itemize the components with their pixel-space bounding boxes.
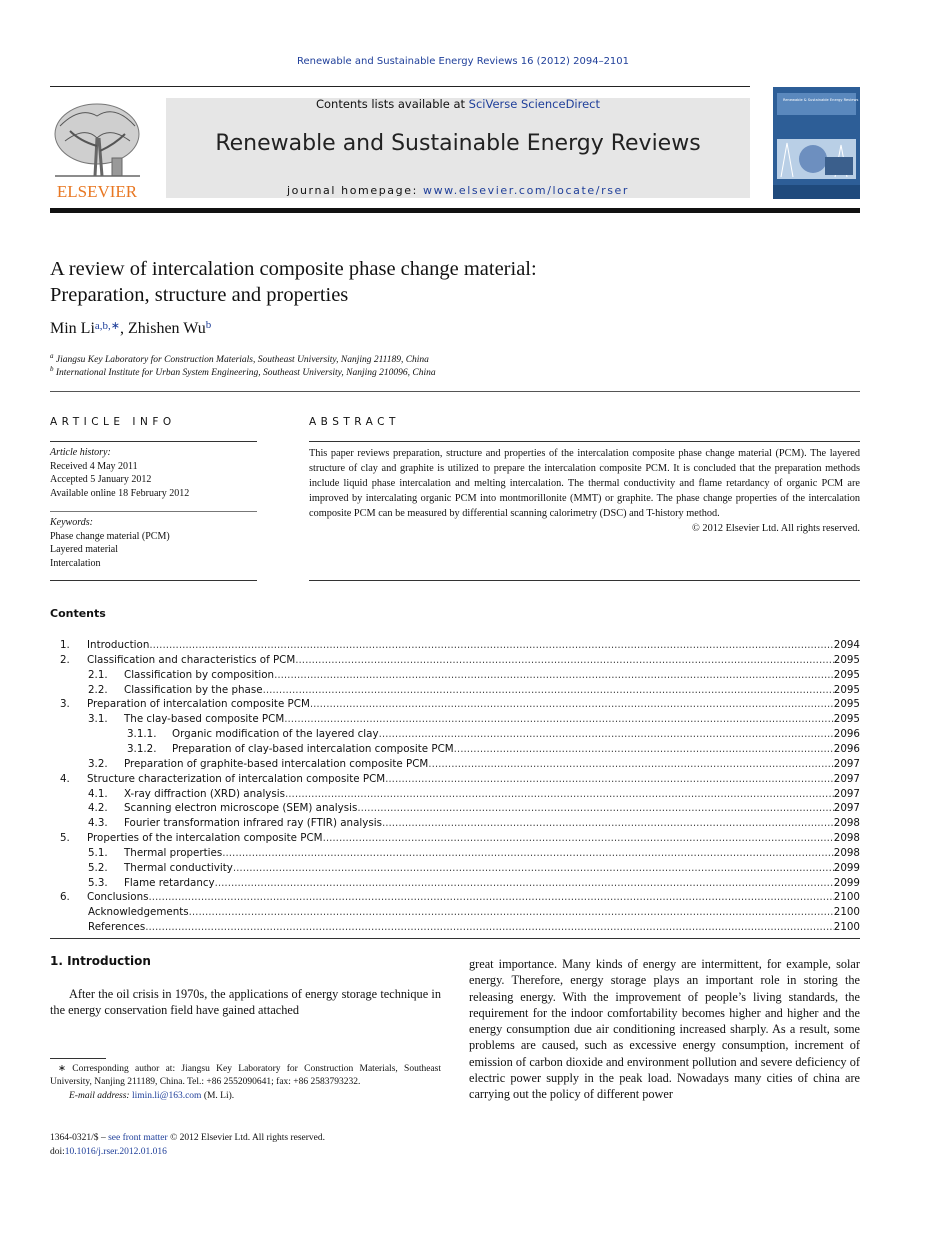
- toc-entry-title: Thermal properties: [124, 846, 223, 859]
- issn-block: 1364-0321/$ – see front matter © 2012 Elsevier Ltd. All rights reserved. doi:10.1016/j.rser.2012.01.016: [50, 1133, 326, 1157]
- keywords-label: Keywords:: [50, 517, 93, 528]
- toc-entry-page: 2095: [833, 698, 860, 711]
- abstract-bottom-rule: [309, 580, 860, 581]
- received-date: Received 4 May 2011: [50, 460, 138, 472]
- toc-entry[interactable]: [50, 846, 860, 861]
- footnote-rule: [50, 1058, 106, 1059]
- toc-entry-number: 3.1.2.: [127, 742, 157, 755]
- keywords: [50, 516, 257, 570]
- copyright-text: © 2012 Elsevier Ltd. All rights reserved.: [170, 1133, 326, 1143]
- article-info-rule: [50, 441, 257, 442]
- toc-entry-page: 2098: [833, 817, 860, 830]
- abstract-heading: ABSTRACT: [309, 416, 400, 428]
- toc-entry-title: The clay-based composite PCM: [124, 713, 285, 726]
- header-thick-rule: [50, 208, 860, 213]
- toc-entry-number: 5.3.: [88, 876, 108, 889]
- toc-entry-page: 2096: [833, 728, 860, 741]
- toc-entry-page: 2098: [833, 846, 860, 859]
- article-info-heading: ARTICLE INFO: [50, 416, 176, 428]
- toc-entry[interactable]: [50, 876, 860, 891]
- keyword: Intercalation: [50, 557, 101, 569]
- toc-entry[interactable]: [50, 727, 860, 742]
- toc-entry-title: Structure characterization of intercalation composite PCM: [87, 772, 386, 785]
- affiliation-a-mark: a: [50, 352, 54, 360]
- article-title: [50, 256, 860, 308]
- toc-entry-page: 2099: [833, 876, 860, 889]
- toc-entry-page: 2094: [833, 639, 860, 651]
- toc-entry-title: Fourier transformation infrared ray (FTIR) analysis: [124, 817, 382, 830]
- toc-entry-title: Properties of the intercalation composite PCM: [87, 832, 323, 845]
- toc-leader-dots: [222, 846, 834, 861]
- toc-entry-title: Introduction: [87, 639, 150, 651]
- sciencedirect-link[interactable]: SciVerse ScienceDirect: [468, 97, 601, 111]
- header-rule: [50, 86, 750, 87]
- section-rule: [50, 391, 860, 392]
- toc-entry[interactable]: [50, 831, 860, 846]
- toc-entry-page: 2100: [833, 906, 860, 919]
- toc-leader-dots: [295, 653, 834, 668]
- toc-entry-page: 2095: [833, 668, 860, 681]
- elsevier-tree-icon: [50, 96, 145, 200]
- toc-leader-dots: [323, 831, 834, 846]
- toc-entry-page: 2097: [833, 757, 860, 770]
- contents-rule: [50, 938, 860, 939]
- toc-entry[interactable]: [50, 772, 860, 787]
- toc-entry-title: Thermal conductivity: [124, 861, 233, 874]
- toc-leader-dots: [149, 638, 833, 653]
- footnote-text: Corresponding author at: Jiangsu Key Laboratory for Construction Materials, Southeast University, Nanjing 211189, China. Tel.: +86 2552090641; fax: +86 2583793232.: [50, 1064, 441, 1088]
- toc-leader-dots: [285, 787, 834, 802]
- email-link[interactable]: limin.li@163.com: [131, 1090, 202, 1101]
- toc-entry-title: Scanning electron microscope (SEM) analysis: [124, 802, 358, 815]
- intro-paragraph-left: After the oil crisis in 1970s, the applications of energy storage technique in the energy conservation field have gained attached: [50, 987, 441, 1018]
- contents-availability: [166, 97, 750, 111]
- contents-prefix: Contents lists available at: [315, 97, 469, 111]
- toc-leader-dots: [263, 683, 834, 698]
- toc-entry-page: 2098: [833, 832, 860, 845]
- toc-entry-number: 1.: [60, 639, 70, 651]
- introduction-heading: 1. Introduction: [50, 954, 151, 968]
- toc-entry-page: 2100: [833, 891, 860, 904]
- toc-entry[interactable]: [50, 712, 860, 727]
- toc-leader-dots: [189, 905, 834, 920]
- toc-entry-number: 2.2.: [88, 683, 108, 696]
- toc-entry-number: 3.1.1.: [127, 728, 157, 741]
- toc-entry-title: Acknowledgements: [88, 906, 189, 919]
- toc-entry-title: Preparation of clay-based intercalation composite PCM: [172, 742, 454, 755]
- footnote: [50, 1063, 441, 1103]
- toc-entry[interactable]: [50, 757, 860, 772]
- toc-entry-title: Classification by the phase: [124, 683, 263, 696]
- toc-leader-dots: [357, 801, 833, 816]
- toc-entry-title: Classification and characteristics of PCM: [87, 653, 296, 666]
- toc-entry-number: 4.3.: [88, 817, 108, 830]
- title-line-2: Preparation, structure and properties: [50, 284, 349, 306]
- affiliation-a-text: Jiangsu Key Laboratory for Construction Materials, Southeast University, Nanjing 211189, China: [55, 355, 429, 366]
- toc-entry-number: 3.1.: [88, 713, 108, 726]
- toc-entry[interactable]: [50, 787, 860, 802]
- toc-entry-page: 2096: [833, 742, 860, 755]
- author-2-affiliation-link[interactable]: b: [205, 319, 212, 331]
- toc-entry[interactable]: [50, 861, 860, 876]
- toc-leader-dots: [215, 876, 834, 891]
- affiliation-a: [50, 352, 429, 365]
- authors: [50, 320, 211, 338]
- toc-entry[interactable]: [50, 905, 860, 920]
- toc-entry-number: 3.: [60, 698, 70, 711]
- toc-entry-page: 2099: [833, 861, 860, 874]
- toc-entry-title: X-ray diffraction (XRD) analysis: [124, 787, 285, 800]
- toc-entry[interactable]: [50, 638, 860, 653]
- intro-paragraph-right: great importance. Many kinds of energy are intermittent, for example, solar energy. Therefore, energy storage plays an important role in storing the releasing energy. With the improvement of people’s living standards, the requirement for the indoor comfortability becomes higher and higher and the energy consumption due air conditioning increased sharply. As a result, some problems are caused, such as excessive energy consumption, increment of emission of carbon dioxide and environment pollution and severe deficiency of electric power supply in the peak load. Nowadays many cities of china are carrying out the policy of different power: [469, 957, 860, 1102]
- author-1: Min Li: [50, 320, 95, 337]
- toc-leader-dots: [310, 697, 834, 712]
- doi-label: doi:: [50, 1146, 65, 1157]
- toc-entry-number: 4.2.: [88, 802, 108, 815]
- toc-leader-dots: [274, 668, 834, 683]
- toc-entry-number: 4.1.: [88, 787, 108, 800]
- footnote-mark: ∗: [58, 1064, 66, 1074]
- abstract-rule: [309, 441, 860, 442]
- abstract-text: This paper reviews preparation, structure and properties of the intercalation composite phase change material (PCM). The layered structure of clay and graphite is utilized to prepare the intercalation composite PCM. It is concluded that the preparation methods include liquid phase intercalation and melting intercalation. The thermal conductivity and flame retardancy of organic PCM are improved by intercalating organic PCM into montmorillonite (MMT) or graphite. The phase change properties of the intercalation composite PCM can be measured by differential scanning calorimetry (DSC) and T-history method.: [309, 448, 860, 520]
- journal-citation[interactable]: Renewable and Sustainable Energy Reviews 16 (2012) 2094–2101: [296, 56, 630, 67]
- journal-cover-icon: [773, 87, 860, 199]
- toc-entry-page: 2097: [833, 787, 860, 800]
- toc-entry[interactable]: [50, 920, 860, 935]
- affiliation-b-mark: b: [50, 365, 54, 373]
- toc-leader-dots: [454, 742, 834, 757]
- toc-entry-page: 2095: [833, 683, 860, 696]
- keyword: Phase change material (PCM): [50, 530, 170, 542]
- toc-entry-number: 2.: [60, 653, 70, 666]
- title-line-1: A review of intercalation composite phase change material:: [50, 258, 537, 280]
- author-2: Zhishen Wu: [128, 320, 206, 337]
- toc-entry[interactable]: [50, 890, 860, 905]
- toc-entry[interactable]: [50, 697, 860, 712]
- homepage-link[interactable]: www.elsevier.com/locate/rser: [422, 184, 630, 197]
- contents-heading: Contents: [50, 607, 106, 620]
- toc-entry-number: 5.1.: [88, 846, 108, 859]
- toc-entry-title: Flame retardancy: [124, 876, 215, 889]
- toc-entry[interactable]: [50, 742, 860, 757]
- toc-entry-number: 5.2.: [88, 861, 108, 874]
- toc-entry[interactable]: [50, 653, 860, 668]
- toc-entry-title: Organic modification of the layered clay: [172, 728, 379, 741]
- affiliation-b: [50, 365, 436, 378]
- toc-entry-title: Conclusions: [87, 891, 149, 904]
- toc-entry[interactable]: [50, 801, 860, 816]
- cover-title: Renewable & Sustainable Energy Reviews: [783, 98, 859, 102]
- elsevier-logo[interactable]: [50, 96, 145, 200]
- publisher-wordmark: ELSEVIER: [56, 182, 138, 200]
- toc-entry-page: 2097: [833, 802, 860, 815]
- toc-entry-page: 2100: [833, 921, 860, 934]
- toc-leader-dots: [145, 920, 834, 935]
- toc-entry-number: 5.: [60, 832, 70, 845]
- email-label: E-mail address:: [69, 1090, 130, 1101]
- toc-leader-dots: [385, 772, 834, 787]
- online-date: Available online 18 February 2012: [50, 487, 190, 499]
- toc-entry-number: 4.: [60, 772, 70, 785]
- toc-entry[interactable]: [50, 668, 860, 683]
- toc-leader-dots: [379, 727, 834, 742]
- keywords-rule: [50, 511, 257, 512]
- history-label: Article history:: [50, 447, 111, 458]
- toc-entry-title: Preparation of intercalation composite PCM: [87, 698, 310, 711]
- author-1-affiliation-link[interactable]: a,b,∗: [94, 320, 120, 332]
- toc-entry-title: References: [88, 921, 146, 934]
- toc-entry-number: 2.1.: [88, 668, 108, 681]
- abstract-body: [309, 446, 860, 537]
- toc-entry[interactable]: [50, 683, 860, 698]
- author-separator: ,: [120, 320, 128, 337]
- issn-text: 1364-0321/$: [50, 1133, 99, 1143]
- homepage-prefix: journal homepage:: [286, 184, 423, 197]
- email-suffix: (M. Li).: [203, 1090, 235, 1101]
- toc-entry-title: Classification by composition: [124, 668, 275, 681]
- toc-entry-title: Preparation of graphite-based intercalation composite PCM: [124, 757, 429, 770]
- toc-entry-number: 3.2.: [88, 757, 108, 770]
- toc-leader-dots: [382, 816, 834, 831]
- toc-leader-dots: [284, 712, 834, 727]
- toc-leader-dots: [233, 861, 834, 876]
- toc-entry[interactable]: [50, 816, 860, 831]
- journal-homepage: [166, 184, 750, 197]
- toc-entry-page: 2095: [833, 713, 860, 726]
- journal-name: Renewable and Sustainable Energy Reviews: [215, 131, 701, 156]
- keyword: Layered material: [50, 544, 119, 555]
- front-matter-link[interactable]: see front matter: [108, 1133, 168, 1143]
- article-history: [50, 446, 257, 500]
- abstract-copyright: © 2012 Elsevier Ltd. All rights reserved.: [692, 523, 860, 535]
- toc-leader-dots: [148, 890, 833, 905]
- toc-entry-page: 2097: [833, 772, 860, 785]
- affiliation-b-text: International Institute for Urban System Engineering, Southeast University, Nanjing 210096, China: [55, 368, 436, 379]
- toc-entry-page: 2095: [833, 653, 860, 666]
- journal-cover[interactable]: [773, 87, 860, 199]
- article-info-bottom-rule: [50, 580, 257, 581]
- accepted-date: Accepted 5 January 2012: [50, 474, 152, 485]
- doi-link[interactable]: 10.1016/j.rser.2012.01.016: [64, 1146, 167, 1157]
- toc-entry-number: 6.: [60, 891, 70, 904]
- toc-leader-dots: [428, 757, 833, 772]
